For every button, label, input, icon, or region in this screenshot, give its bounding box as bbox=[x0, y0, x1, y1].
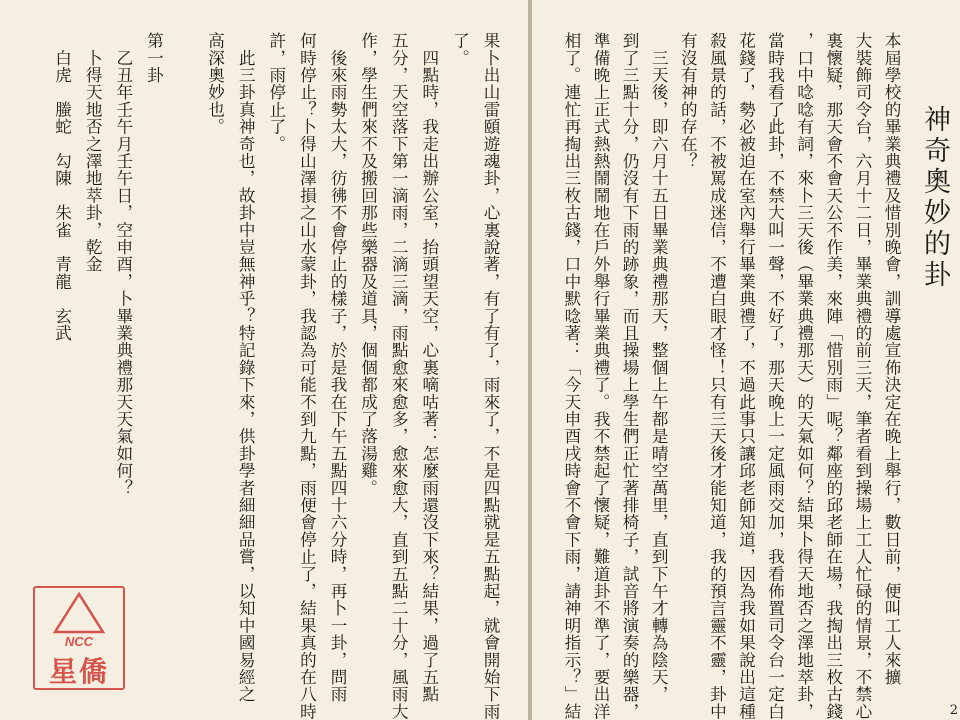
text-column: 卜得天地否之澤地萃卦，乾金 bbox=[83, 32, 103, 273]
text-column: 許，雨停止了。 bbox=[266, 32, 286, 153]
text-column: 何時停止？卜得山澤損之山水蒙卦，我認為可能不到九點，雨便會停止了，結果真的在八時 bbox=[297, 32, 317, 720]
text-column: 高深奧妙也。 bbox=[205, 32, 225, 136]
text-column: 此三卦真神奇也，故卦中豈無神乎？特記錄下來，供卦學者細細品嘗，以知中國易經之 bbox=[236, 32, 256, 703]
text-column: 裏懷疑，那天會不會天公不作美，來陣「惜別雨」呢？鄰座的邱老師在場，我掏出三枚古錢 bbox=[823, 32, 843, 720]
stamp-name-text: 星僑 bbox=[48, 655, 109, 688]
text-column: 果卜出山雷頤遊魂卦，心裏說著，有了有了，雨來了，不是四點就是五點起，就會開始下雨 bbox=[481, 32, 500, 720]
page-number: 2 bbox=[949, 703, 958, 718]
text-column: ，口中唸唸有詞，來卜三天後（畢業典禮那天）的天氣如何？結果卜得天地否之澤地萃卦， bbox=[794, 32, 814, 720]
text-column: 四點時，我走出辦公室，抬頭望天空，心裏嘀咕著：怎麼雨還沒下來？結果，過了五點 bbox=[419, 32, 439, 703]
text-column: 白虎 螣蛇 勾陳 朱雀 青龍 玄武 bbox=[52, 32, 72, 342]
ncc-stamp bbox=[33, 586, 125, 690]
text-column: 了。 bbox=[450, 32, 470, 67]
text-column: 大裝飾司令台，六月十二日，畢業典禮的前三天，筆者看到操場上工人忙碌的情景，不禁心 bbox=[852, 32, 872, 720]
text-column: 第一卦 bbox=[144, 32, 164, 84]
text-column: 殺風景的話，不被罵成迷信，不遭白眼才怪！只有三天後才能知道，我的預言靈不靈，卦中 bbox=[707, 32, 727, 720]
stamp-triangle-icon bbox=[35, 590, 123, 638]
stamp-ncc-text: NCC bbox=[64, 634, 94, 649]
text-column: 乙丑年壬午月壬午日，空申酉，卜畢業典禮那天天氣如何？ bbox=[113, 32, 133, 497]
text-column: 到了三點十分，仍沒有下雨的跡象，而且操場上學生們正忙著排椅子，試音將演奏的樂器， bbox=[620, 32, 640, 720]
right-page bbox=[532, 0, 960, 720]
text-column: 當時我看了此卦，不禁大叫一聲，不好了，那天晚上一定風雨交加，我看佈置司令台一定白 bbox=[765, 32, 785, 720]
text-column: 有沒有神的存在？ bbox=[678, 32, 698, 170]
text-column: 五分，天空落下第一滴雨，二滴三滴，雨點愈來愈多，愈來愈大，直到五點二十分，風雨大 bbox=[389, 32, 409, 720]
text-column: 三天後，即六月十五日畢業典禮那天，整個上午都是晴空萬里，直到下午才轉為陰天， bbox=[649, 32, 669, 703]
text-column: 後來雨勢太大，彷彿不會停止的樣子，於是我在下午五點四十六分時，再卜一卦，問雨 bbox=[328, 32, 347, 703]
text-column: 作，學生們來不及搬回那些樂器及道具，個個都成了落湯雞。 bbox=[358, 32, 378, 497]
text-column: 相了。連忙再掏出三枚古錢，口中默唸著：「今天申酉戌時會不會下雨，請神明指示？」結 bbox=[561, 32, 581, 720]
text-column: 本屆學校的畢業典禮及惜別晚會，訓導處宣佈決定在晚上舉行，數日前，便叫工人來擴 bbox=[882, 32, 901, 686]
text-column: 花錢了，勢必被迫在室內舉行畢業典禮了，不過此事只讓邱老師知道，因為我如果說出這種 bbox=[736, 32, 756, 720]
text-column: 準備晚上正式熱熱鬧鬧地在戶外舉行畢業典禮了。我不禁起了懷疑，難道卦不準了，要出洋 bbox=[591, 32, 610, 720]
chapter-title: 神奇奧妙的卦 bbox=[919, 105, 950, 291]
